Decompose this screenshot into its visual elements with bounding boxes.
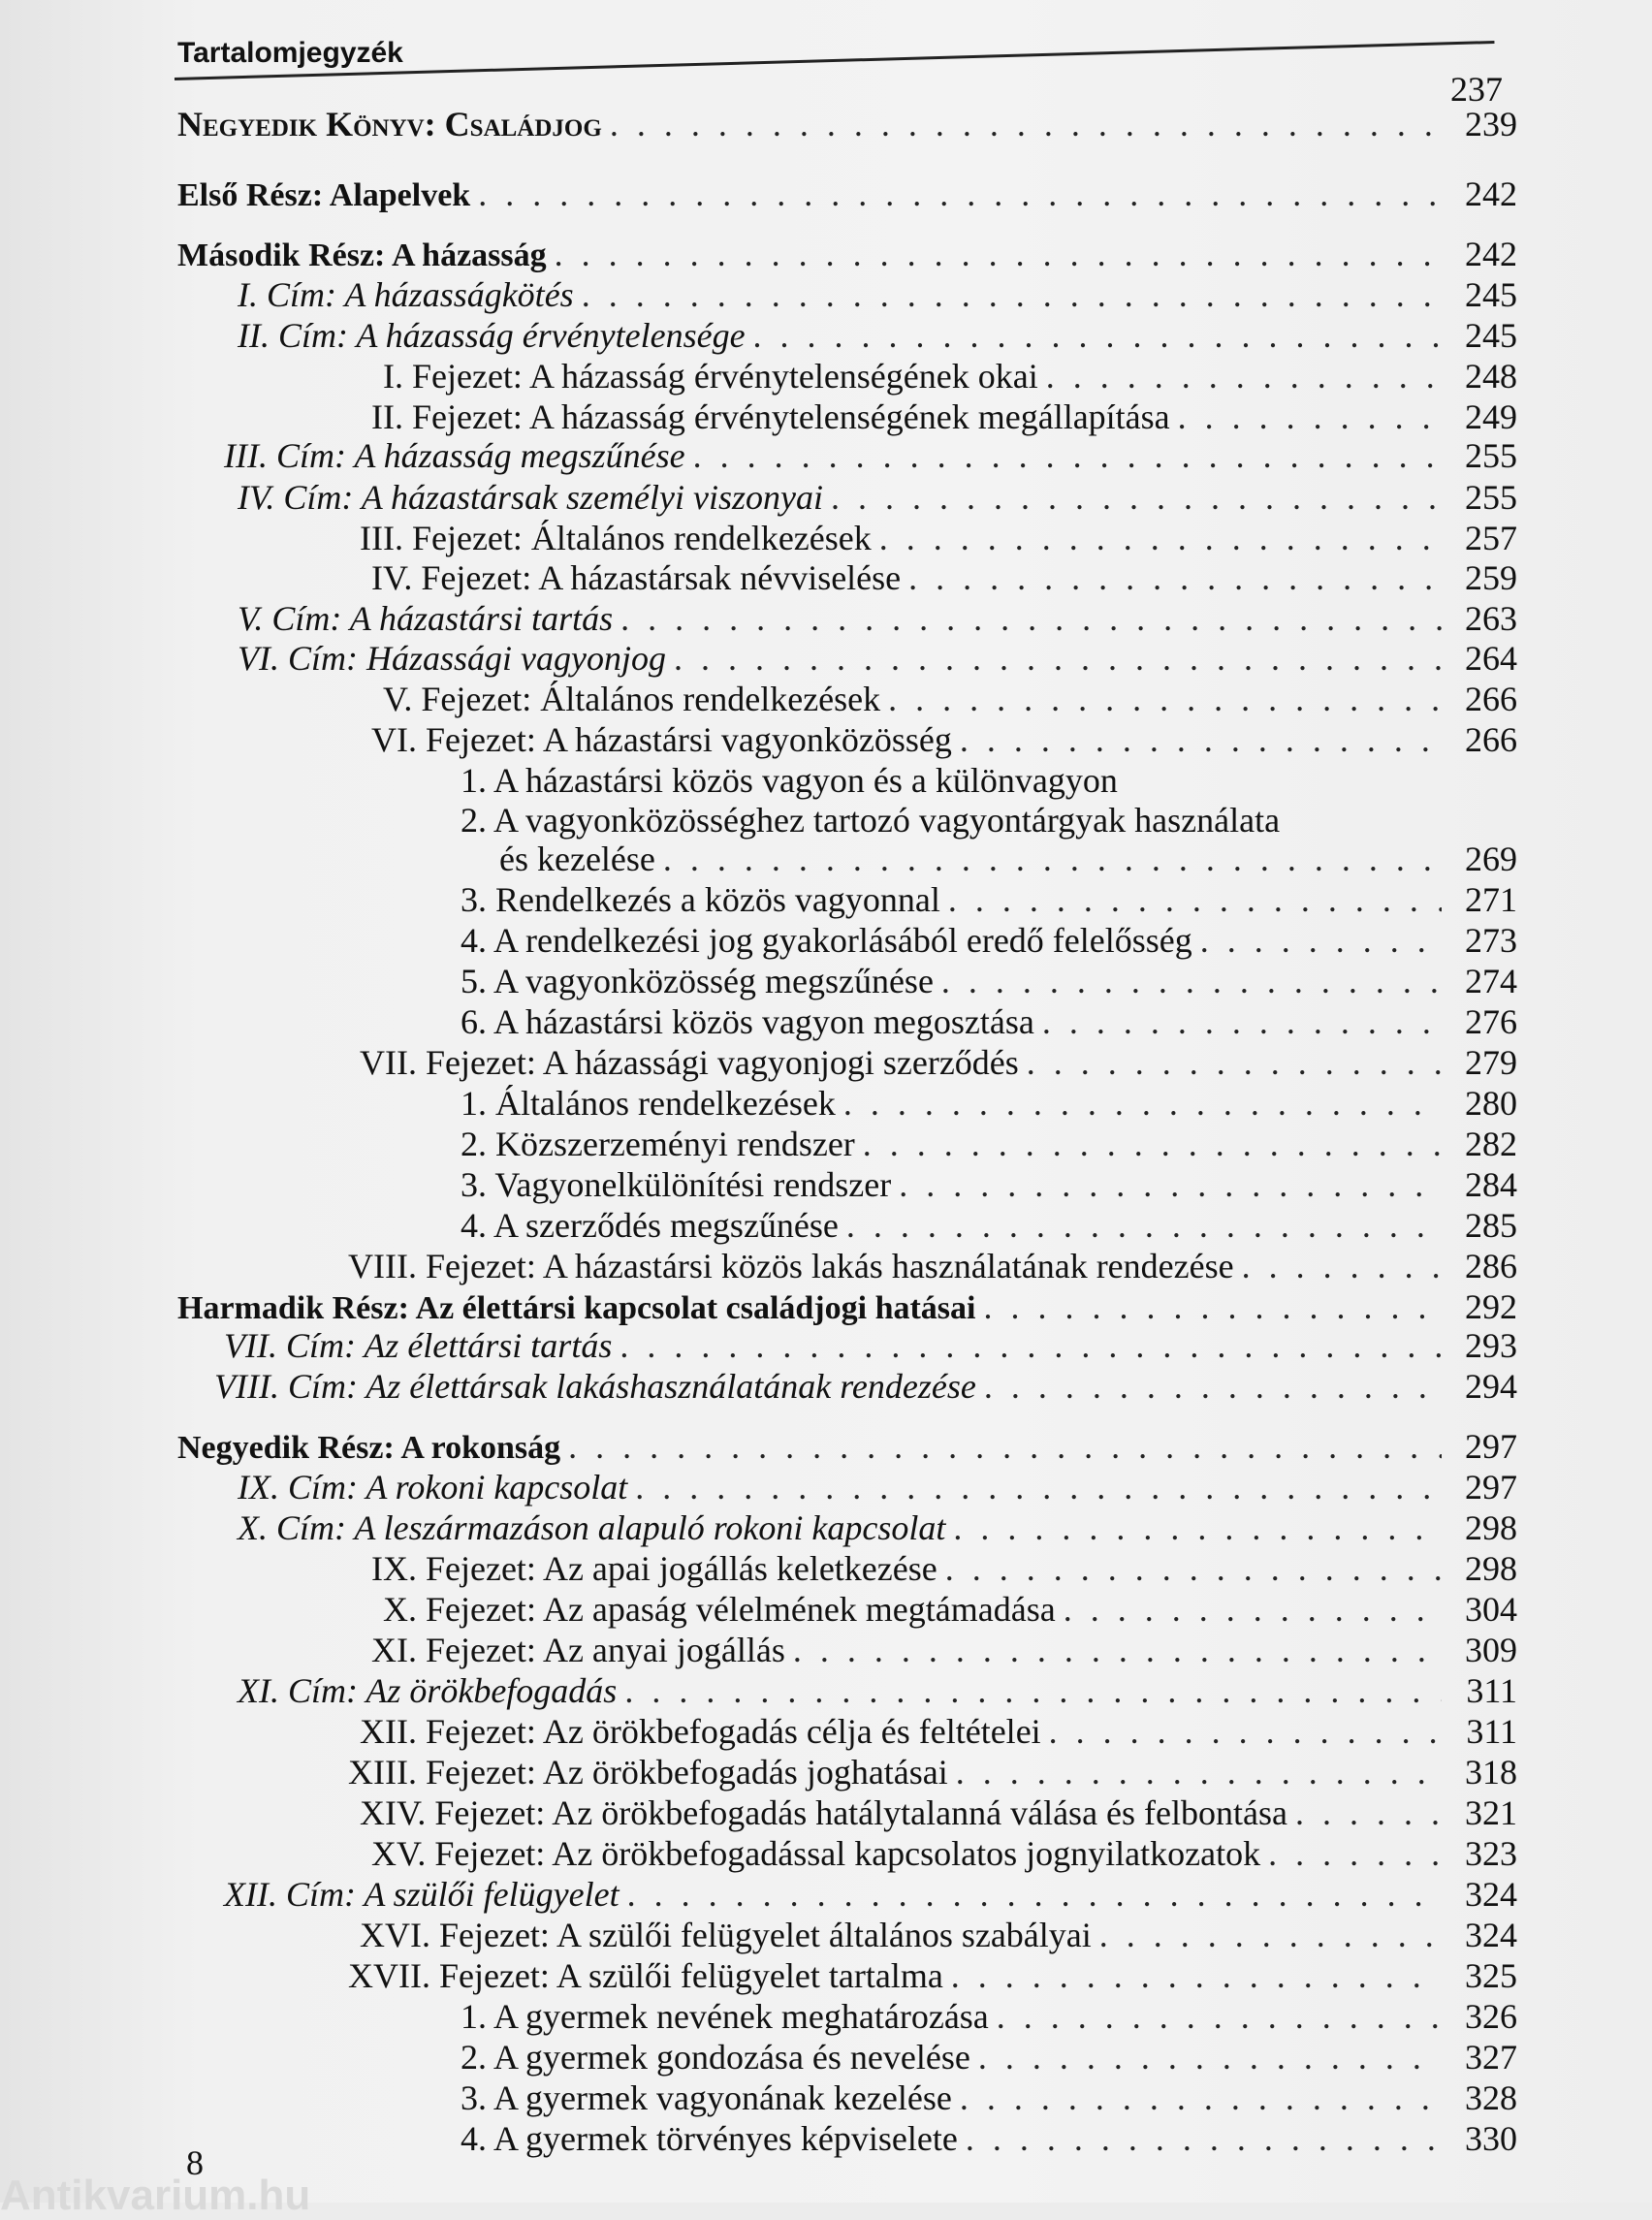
toc-entry-label: II. Cím: A házasság érvénytelensége [238,316,746,355]
toc-entry-page: 284 [1465,1165,1517,1204]
toc-entry-page: 298 [1465,1508,1517,1547]
dot-leader [899,1167,1442,1202]
toc-entry [461,1126,1517,1161]
dot-leader [1042,1004,1442,1039]
toc-entry-page: 323 [1465,1834,1517,1873]
toc-entry-label: XII. Fejezet: Az örökbefogadás célja és feltételei [360,1712,1041,1751]
toc-entry-label: és kezelése [499,840,655,878]
toc-entry [383,1592,1517,1627]
toc-entry-page: 263 [1465,599,1517,638]
toc-entry-label: VI. Cím: Házassági vagyonjog [238,639,666,678]
toc-entry-label: 4. A gyermek törvényes képviselete [461,2119,958,2158]
dot-leader [984,1369,1442,1404]
running-head: Tartalomjegyzék [177,37,403,69]
toc-entry-label: IX. Fejezet: Az apai jogállás keletkezése [371,1549,937,1588]
toc-entry [238,1470,1517,1505]
toc-entry [461,882,1517,917]
toc-entry [383,359,1517,394]
toc-entry [348,1958,1517,1993]
toc-entry [461,964,1517,999]
dot-leader [960,722,1442,757]
dot-leader [1049,1714,1442,1749]
toc-entry-page: 324 [1465,1916,1517,1954]
toc-entry-label: IV. Fejezet: A házastársak névviselése [371,558,902,597]
toc-entry-label: I. Fejezet: A házasság érvénytelenségének okai [383,357,1038,396]
dot-leader [843,1086,1442,1121]
toc-entry-page: 242 [1465,174,1517,213]
toc-entry-label: 3. Vagyonelkülönítési rendszer [461,1165,892,1204]
dot-leader [966,2121,1442,2156]
toc-entry [224,1328,1517,1363]
toc-entry [461,1086,1517,1121]
toc-entry [461,1004,1517,1039]
dot-leader [908,560,1442,595]
toc-entry-label: V. Cím: A házastársi tartás [238,599,614,638]
toc-entry-page: 273 [1465,921,1517,960]
toc-entry [360,1045,1517,1080]
dot-leader [831,480,1442,515]
toc-entry [177,107,1517,142]
dot-leader [627,1877,1442,1912]
toc-entry-page: 325 [1465,1956,1517,1995]
dot-leader [1046,359,1442,394]
toc-entry-label: I. Cím: A házasságkötés [238,275,574,314]
toc-entry-page: 279 [1465,1043,1517,1082]
toc-entry [461,1999,1517,2034]
toc-entry [371,1551,1517,1586]
dot-leader [879,521,1442,555]
toc-entry-label: Negyedik Könyv: Családjog [177,105,602,143]
toc-entry-label: Harmadik Rész: Az élettársi kapcsolat családjogi hatásai [177,1290,976,1326]
toc-entry [348,1755,1517,1790]
toc-entry-page: 318 [1465,1753,1517,1792]
toc-entry-page: 239 [1465,105,1517,143]
toc-entry-label: III. Cím: A házasság megszűnése [224,436,685,475]
toc-entry-label: Második Rész: A házasság [177,238,547,273]
toc-entry [371,1836,1517,1871]
toc-entry-label: VIII. Fejezet: A házastársi közös lakás használatának rendezése [348,1247,1234,1285]
toc-entry-label: Negyedik Rész: A rokonság [177,1430,561,1466]
dot-leader [753,318,1442,353]
toc-entry-page: 269 [1465,840,1517,878]
toc-entry-page: 297 [1465,1427,1517,1466]
toc-entry-page: 259 [1465,558,1517,597]
dot-leader [1099,1918,1442,1952]
toc-entry [238,1673,1517,1708]
toc-entry [224,1877,1517,1912]
toc-entry-page: 264 [1465,639,1517,678]
toc-entry-label: VII. Fejezet: A házassági vagyonjogi szerződés [360,1043,1019,1082]
toc-entry-label: 4. A szerződés megszűnése [461,1206,839,1245]
toc-entry-page: 294 [1465,1367,1517,1406]
toc-entry-page: 276 [1465,1002,1517,1041]
toc-entry-page: 298 [1465,1549,1517,1588]
toc-entry-label: 3. A gyermek vagyonának kezelése [461,2078,952,2117]
toc-entry-page: 280 [1465,1084,1517,1123]
dot-leader [793,1633,1442,1667]
dot-leader [863,1126,1442,1161]
toc-entry-label: III. Fejezet: Általános rendelkezések [360,519,872,557]
first-page-ref: 237 [1450,70,1503,109]
toc-entry-label: 5. A vagyonközösség megszűnése [461,962,934,1000]
toc-entry [360,1795,1517,1830]
toc-entry [461,2121,1517,2156]
toc-entry-label: VII. Cím: Az élettársi tartás [224,1326,613,1365]
toc-entry [238,277,1517,312]
toc-entry-page: 274 [1465,962,1517,1000]
toc-entry [461,2040,1517,2075]
dot-leader [1200,923,1442,958]
toc-entry [348,1249,1517,1284]
dot-leader [948,882,1442,917]
page-number: 8 [186,2143,204,2182]
dot-leader [1064,1592,1442,1627]
dot-leader [1178,399,1442,434]
toc-entry-label: XIII. Fejezet: Az örökbefogadás joghatásai [348,1753,948,1792]
dot-leader [610,107,1442,142]
toc-entry-label: 6. A házastársi közös vagyon megosztása [461,1002,1034,1041]
dot-leader [555,237,1442,271]
toc-entry-label: XVI. Fejezet: A szülői felügyelet általános szabályai [360,1916,1092,1954]
dot-leader [1027,1045,1442,1080]
dot-leader [846,1208,1442,1243]
toc-entry [360,521,1517,555]
toc-entry-page: 292 [1465,1287,1517,1326]
toc-entry [214,1369,1517,1404]
dot-leader [956,1755,1442,1790]
toc-entry [224,438,1517,473]
toc-entry-label: 2. A vagyonközösséghez tartozó vagyontárgyak használata [461,801,1281,840]
toc-entry [177,1289,1517,1325]
dot-leader [984,1289,1443,1324]
toc-entry [461,803,1517,838]
toc-entry-label: 2. Közszerzeményi rendszer [461,1125,855,1163]
toc-entry [461,923,1517,958]
dot-leader [945,1551,1442,1586]
toc-entry [371,399,1517,434]
toc-entry [238,1510,1517,1545]
toc-entry [371,560,1517,595]
dot-leader [960,2080,1442,2115]
toc-entry-label: X. Cím: A leszármazáson alapuló rokoni kapcsolat [238,1508,946,1547]
toc-entry [383,682,1517,716]
toc-entry-label: Első Rész: Alapelvek [177,177,471,213]
toc-entry-page: 304 [1465,1590,1517,1629]
toc-entry [360,1714,1517,1749]
toc-entry-label: V. Fejezet: Általános rendelkezések [383,680,881,718]
toc-entry [371,722,1517,757]
dot-leader [624,1673,1442,1708]
dot-leader [568,1429,1442,1464]
toc-entry-page: 266 [1465,720,1517,759]
toc-entry [238,641,1517,676]
dot-leader [941,964,1442,999]
toc-entry [371,1633,1517,1667]
toc-entry-page: 309 [1465,1631,1517,1669]
toc-entry [238,318,1517,353]
toc-entry-page: 285 [1465,1206,1517,1245]
toc-entry [177,237,1517,272]
toc-entry [238,480,1517,515]
toc-entry-page: 245 [1465,316,1517,355]
toc-entry-page: 330 [1465,2119,1517,2158]
dot-leader [663,841,1442,876]
dot-leader [478,176,1442,211]
toc-entry [499,841,1517,876]
toc-entry-label: VIII. Cím: Az élettársak lakáshasználatának rendezése [214,1367,976,1406]
toc-entry-page: 248 [1465,357,1517,396]
dot-leader [953,1510,1442,1545]
dot-leader [1295,1795,1442,1830]
toc-entry-page: 242 [1465,235,1517,273]
toc-entry-page: 286 [1465,1247,1517,1285]
toc-entry-page: 328 [1465,2078,1517,2117]
dot-leader [1242,1249,1442,1284]
dot-leader [693,438,1442,473]
toc-entry [360,1918,1517,1952]
toc-entry-page: 324 [1465,1875,1517,1914]
toc-entry-label: II. Fejezet: A házasság érvénytelenségének megállapítása [371,397,1170,436]
toc-entry [177,176,1517,212]
toc-entry-page: 266 [1465,680,1517,718]
dot-leader [888,682,1442,716]
toc-entry-label: 1. Általános rendelkezések [461,1084,836,1123]
toc-entry-label: X. Fejezet: Az apaság vélelmének megtámadása [383,1590,1056,1629]
toc-entry-page: 257 [1465,519,1517,557]
toc-entry-label: IX. Cím: A rokoni kapcsolat [238,1468,628,1506]
toc-entry-page: 311 [1466,1671,1517,1710]
dot-leader [951,1958,1442,1993]
toc-entry-label: XI. Fejezet: Az anyai jogállás [371,1631,785,1669]
toc-entry-label: XIV. Fejezet: Az örökbefogadás hatálytalanná válása és felbontása [360,1793,1287,1832]
toc-entry [238,601,1517,636]
toc-entry-label: 1. A házastársi közös vagyon és a különvagyon [461,761,1118,800]
dot-leader [1268,1836,1442,1871]
dot-leader [620,601,1442,636]
toc-entry [461,763,1517,798]
toc-entry-label: 1. A gyermek nevének meghatározása [461,1997,989,2036]
toc-entry-label: 2. A gyermek gondozása és nevelése [461,2038,970,2077]
dot-leader [997,1999,1442,2034]
toc-entry [461,1208,1517,1243]
toc-entry-label: VI. Fejezet: A házastársi vagyonközösség [371,720,952,759]
dot-leader [620,1328,1442,1363]
toc-entry-label: XV. Fejezet: Az örökbefogadással kapcsolatos jognyilatkozatok [371,1834,1261,1873]
dot-leader [582,277,1442,312]
toc-entry-page: 255 [1465,478,1517,517]
toc-entry-page: 282 [1465,1125,1517,1163]
watermark: Antikvarium.hu [0,2172,311,2219]
toc-entry-label: XI. Cím: Az örökbefogadás [238,1671,618,1710]
toc-entry [461,1167,1517,1202]
dot-leader [674,641,1442,676]
toc-entry-page: 321 [1465,1793,1517,1832]
toc-entry-page: 327 [1465,2038,1517,2077]
toc-entry-page: 326 [1465,1997,1517,2036]
toc-entry [177,1429,1517,1465]
toc-entry-label: 3. Rendelkezés a közös vagyonnal [461,880,940,919]
toc-entry-page: 249 [1465,397,1517,436]
toc-entry-page: 245 [1465,275,1517,314]
toc-entry-label: 4. A rendelkezési jog gyakorlásából eredő felelősség [461,921,1192,960]
toc-entry-label: IV. Cím: A házastársak személyi viszonyai [238,478,823,517]
dot-leader [635,1470,1442,1505]
toc-entry-label: XVII. Fejezet: A szülői felügyelet tartalma [348,1956,943,1995]
toc-entry-page: 271 [1465,880,1517,919]
toc-entry-page: 311 [1466,1712,1517,1751]
toc-entry-page: 255 [1465,436,1517,475]
toc-entry-label: XII. Cím: A szülői felügyelet [224,1875,620,1914]
dot-leader [978,2040,1442,2075]
toc-entry-page: 297 [1465,1468,1517,1506]
toc-entry-page: 293 [1465,1326,1517,1365]
toc-entry [461,2080,1517,2115]
